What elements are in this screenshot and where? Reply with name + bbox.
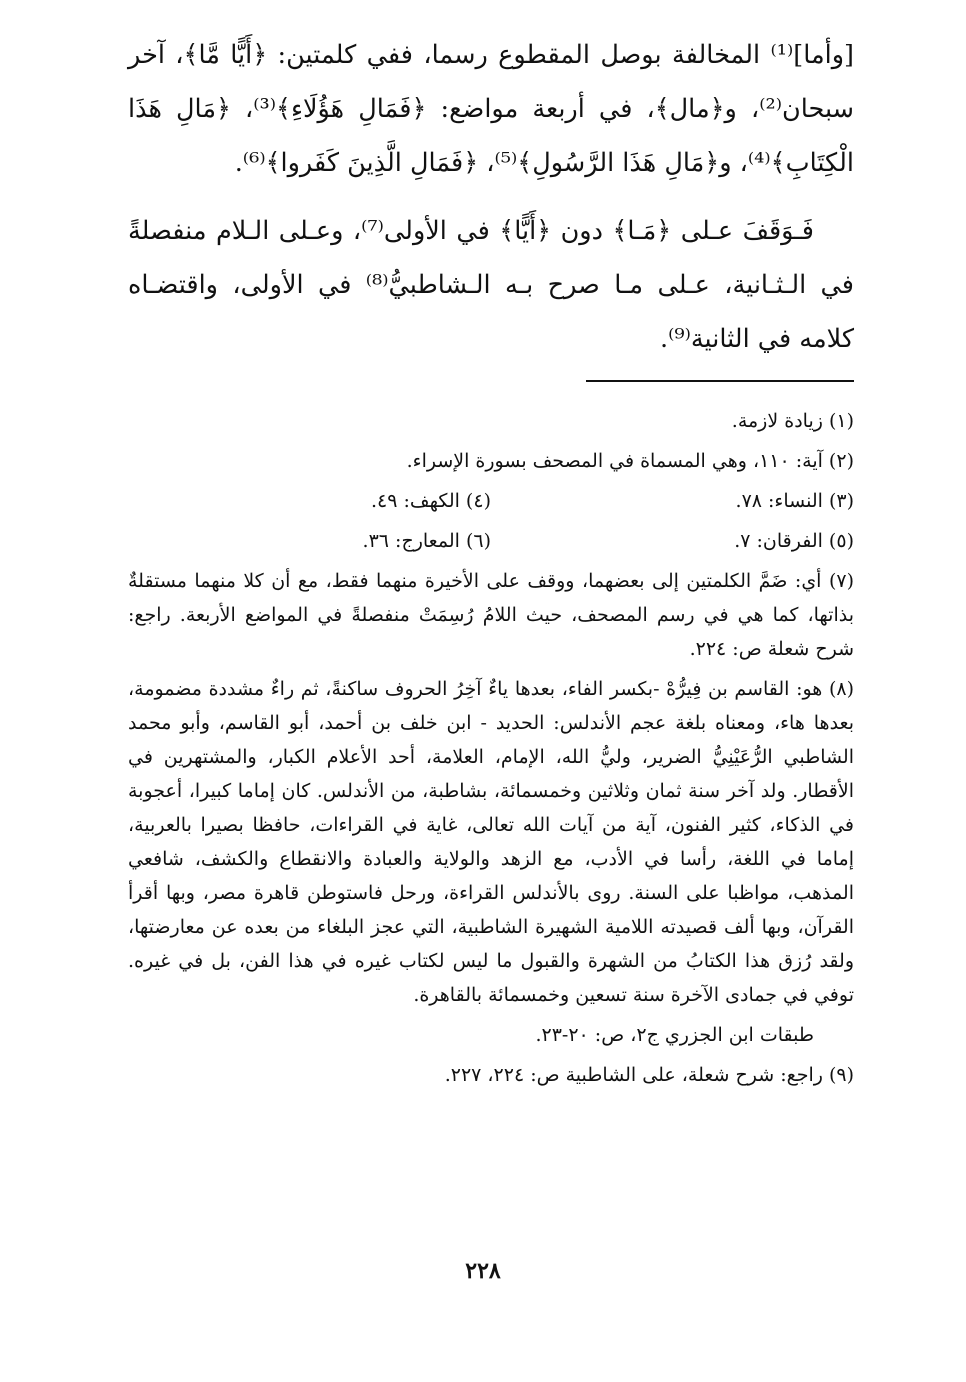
footnote-7: (٧) أي: ضَمَّ الكلمتين إلى بعضهما، ووقف على الأخيرة منهما فقط، مع أن كلا منهما مستقلةٌ بذاتها، كما هي في رسم المصحف، حيث اللامُ رُسِمَتْ منفصلةً في المواضع الأربعة. راجع: شرح شعلة ص: ٢٢٤. <box>128 570 854 660</box>
footnote-5: (٥) الفرقان: ٧. <box>734 530 854 552</box>
footnote-9: (٩) راجع: شرح شعلة، على الشاطبية ص: ٢٢٤، ٢٢٧. <box>444 1064 854 1086</box>
footnote-8-source: طبقات ابن الجزري ج٢، ص: ٢٠-٢٣. <box>535 1024 814 1046</box>
footnotes <box>128 404 854 1092</box>
footnote-separator <box>586 380 854 382</box>
footnote-4: (٤) الكهف: ٤٩. <box>371 490 491 512</box>
page-number: ٢٢٨ <box>465 1258 501 1284</box>
paragraph-2: فَـوَقَفَ عـلى ﴿مَـا﴾ دون ﴿أَيًّا﴾ في الأولى⁽⁷⁾، وعـلى الـلام منفصلةً في الـثـانية، عـلى مـا صرح بـه الـشاطبيُّ⁽⁸⁾ في الأولى، واقتضـاه كلامه في الثانية⁽⁹⁾. <box>128 216 855 354</box>
footnote-row-3-4 <box>128 484 854 518</box>
footnote-2: (٢) آية: ١١٠، وهي المسماة في المصحف بسورة الإسراء. <box>406 450 854 472</box>
footnote-1: (١) زيادة لازمة. <box>731 410 854 432</box>
footnote-row-5-6 <box>128 524 854 558</box>
main-text <box>128 28 854 366</box>
page-body <box>128 28 854 1098</box>
footnote-6: (٦) المعارج: ٣٦. <box>362 530 491 552</box>
paragraph-1: [وأما]⁽¹⁾ المخالفة بوصل المقطوع رسما، ففي كلمتين: ﴿أَيًّا مَّا﴾، آخر سبحان⁽²⁾، و﴿مال﴾، في أربعة مواضع: ﴿فَمَالِ هَؤُلَاءِ﴾⁽³⁾، ﴿مَالِ هَذَا الْكِتَابِ﴾⁽⁴⁾، و﴿مَالِ هَذَا الرَّسُولِ﴾⁽⁵⁾، ﴿فَمَالِ الَّذِينَ كَفَروا﴾⁽⁶⁾. <box>128 40 854 178</box>
footnote-8: (٨) هو: القاسم بن فِيرُّهْ -بكسر الفاء، بعدها ياءٌ آخِرُ الحروف ساكنةً، ثم راءٌ مشددة مضمومة، بعدها هاء، ومعناه بلغة عجم الأندلس: الحديد - ابن خلف بن أحمد، أبو القاسم، وأبو محمد الشاطبي الرُّعَيْنِيُّ الضرير، وليُّ الله، الإمام، العلامة، أحد الأعلام الكبار، والمشتهرين في الأقطار. ولد آخر سنة ثمان وثلاثين وخمسمائة، بشاطبة، من الأندلس. كان إماما كبيرا، أعجوبة في الذكاء، كثير الفنون، آية من آيات الله تعالى، غاية في القراءات، حافظا بصيرا بالعربية، إماما في اللغة، رأسا في الأدب، مع الزهد والولاية والعبادة والانقطاع والكشف، شافعي المذهب، مواظبا على السنة. روى بالأندلس القراءة، ورحل فاستوطن قاهرة مصر، وبها أقرأ القرآن، وبها ألف قصيدته اللامية الشهيرة الشاطبية، التي عجز البلغاء من بعده عن معارضتها، ولقد رُزق هذا الكتابُ من الشهرة والقبول ما ليس لكتاب غيره في هذا الفن، بل في غيره. توفي في جمادى الآخرة سنة تسعين وخمسمائة بالقاهرة. <box>128 678 854 1006</box>
footnote-3: (٣) النساء: ٧٨. <box>735 490 854 512</box>
